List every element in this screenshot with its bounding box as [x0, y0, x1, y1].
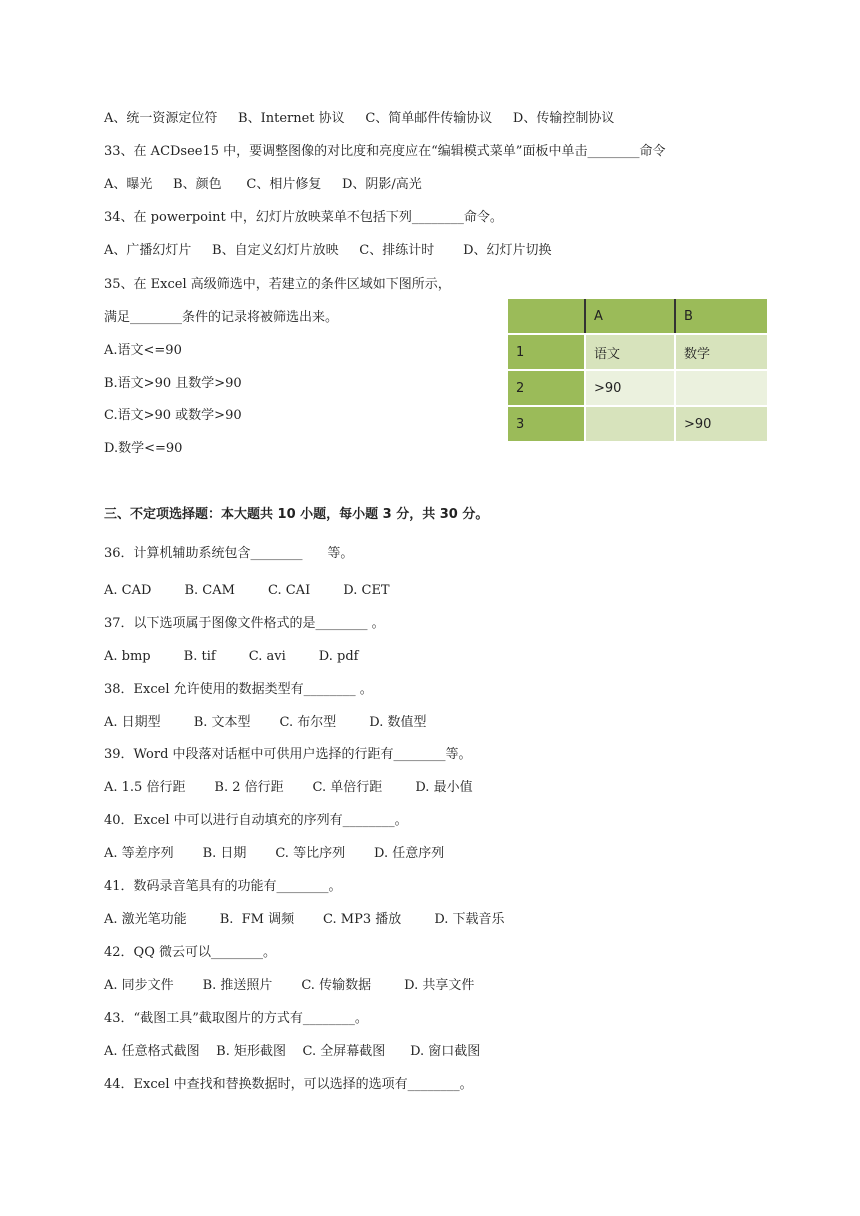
q37-question: 37．以下选项属于图像文件格式的是________ 。: [104, 616, 385, 631]
q36-question: 36．计算机辅助系统包含________ 等。: [104, 546, 354, 561]
table-row-num: 2: [508, 369, 584, 405]
table-cell: >90: [584, 369, 674, 405]
q35-option-b: B.语文>90 且数学>90: [104, 376, 242, 391]
q35-question: 35、在 Excel 高级筛选中，若建立的条件区域如下图所示，: [104, 277, 451, 292]
table-col-b-header: B: [674, 299, 767, 333]
q44-question: 44．Excel 中查找和替换数据时，可以选择的选项有________。: [104, 1077, 473, 1092]
q41-options: A. 激光笔功能 B. FM 调频 C. MP3 播放 D. 下载音乐: [104, 912, 505, 927]
q39-options: A. 1.5 倍行距 B. 2 倍行距 C. 单倍行距 D. 最小值: [104, 780, 473, 795]
q35-option-c: C.语文>90 或数学>90: [104, 408, 242, 423]
q37-options: A. bmp B. tif C. avi D. pdf: [104, 649, 359, 664]
table-cell: [584, 405, 674, 441]
condition-table: [508, 299, 767, 441]
table-corner: [508, 299, 584, 333]
q35-option-d: D.数学<=90: [104, 441, 183, 456]
q39-question: 39．Word 中段落对话框中可供用户选择的行距有________等。: [104, 747, 472, 762]
q38-options: A. 日期型 B. 文本型 C. 布尔型 D. 数值型: [104, 715, 427, 730]
q43-question: 43．“截图工具”截取图片的方式有________。: [104, 1011, 368, 1026]
q33-options: A、曝光 B、颜色 C、相片修复 D、阴影/高光: [104, 177, 422, 192]
q32-options: A、统一资源定位符 B、Internet 协议 C、简单邮件传输协议 D、传输控制协议: [104, 111, 615, 126]
table-row-num: 1: [508, 333, 584, 369]
q35-option-a: A.语文<=90: [104, 343, 182, 358]
section-heading: 三、不定项选择题：本大题共 10 小题，每小题 3 分，共 30 分。: [104, 507, 489, 522]
table-cell: >90: [674, 405, 767, 441]
q42-options: A. 同步文件 B. 推送照片 C. 传输数据 D. 共享文件: [104, 978, 475, 993]
q38-question: 38．Excel 允许使用的数据类型有________ 。: [104, 682, 373, 697]
q41-question: 41．数码录音笔具有的功能有________。: [104, 879, 342, 894]
table-cell: [674, 369, 767, 405]
q35-question-cont: 满足________条件的记录将被筛选出来。: [104, 310, 339, 325]
q36-options: A. CAD B. CAM C. CAI D. CET: [104, 583, 390, 598]
table-row-num: 3: [508, 405, 584, 441]
q34-question: 34、在 powerpoint 中，幻灯片放映菜单不包括下列________命令。: [104, 210, 503, 225]
q42-question: 42．QQ 微云可以________。: [104, 945, 276, 960]
q40-options: A. 等差序列 B. 日期 C. 等比序列 D. 任意序列: [104, 846, 445, 861]
q34-options: A、广播幻灯片 B、自定义幻灯片放映 C、排练计时 D、幻灯片切换: [104, 243, 552, 258]
table-cell: 数学: [674, 333, 767, 369]
q40-question: 40．Excel 中可以进行自动填充的序列有________。: [104, 813, 408, 828]
q33-question: 33、在 ACDsee15 中，要调整图像的对比度和亮度应在“编辑模式菜单”面板中单击________命令: [104, 144, 666, 159]
table-col-a-header: A: [584, 299, 674, 333]
table-cell: 语文: [584, 333, 674, 369]
q43-options: A. 任意格式截图 B. 矩形截图 C. 全屏幕截图 D. 窗口截图: [104, 1044, 481, 1059]
